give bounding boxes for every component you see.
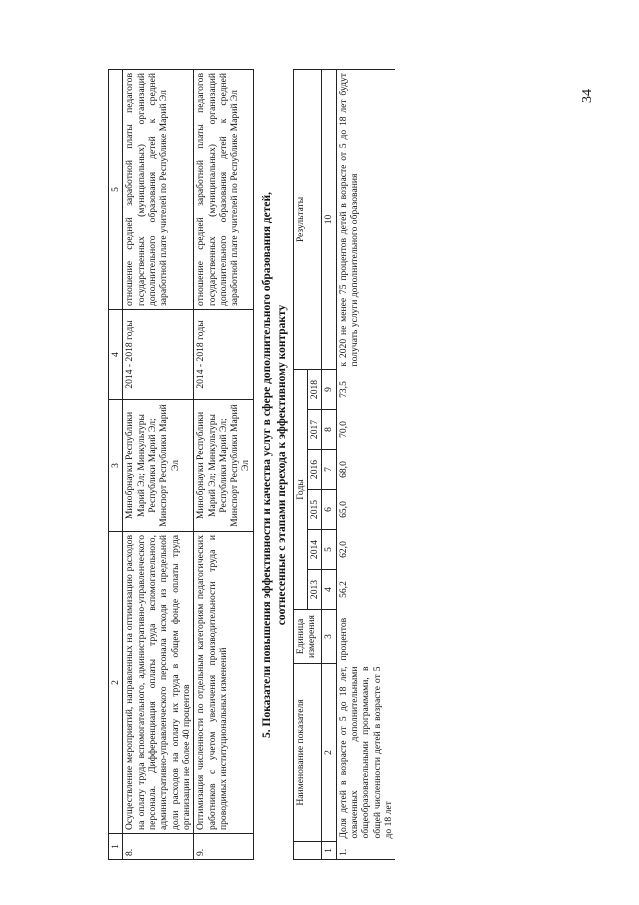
- year-cell: 2013: [307, 570, 321, 610]
- years-header: Годы: [293, 370, 307, 610]
- number-cell: 6: [322, 490, 336, 530]
- name-header: Наименование показателя: [293, 664, 322, 842]
- measures-table: [108, 69, 254, 860]
- responsible-text: Минобрнауки Республики Марий Эл; Минкультуры Республики Марий Эл; Минспорт Республики Марий Эл: [123, 400, 194, 532]
- unit-header: Единица измерения: [293, 610, 322, 664]
- section-title: [260, 70, 290, 860]
- table-row: [336, 70, 395, 860]
- page-number: 34: [580, 89, 595, 103]
- number-cell: 9: [322, 370, 336, 410]
- number-cell: 8: [322, 410, 336, 450]
- responsible-text: Минобрнауки Республики Марий Эл; Минкультуры Республики Марий Эл; Минспорт Республики Марий Эл: [194, 400, 254, 532]
- year-value: 68,0: [337, 461, 349, 478]
- measures-header-row: [109, 70, 123, 860]
- result-text: отношение средней заработной платы педагогов государственных (муниципальных) организаций дополнительного образования детей к средней заработной плате учителей по Республике Марий Эл: [194, 70, 254, 310]
- year-cell: 2017: [307, 410, 321, 450]
- rotated-content: [108, 70, 538, 860]
- header-cell: 2: [109, 532, 123, 834]
- header-cell: 1: [109, 834, 123, 860]
- row-number: 9.: [194, 834, 254, 860]
- section-title-line: соотнесенные с этапами перехода к эффективному контракту: [275, 304, 288, 626]
- year-cell: 2015: [307, 490, 321, 530]
- indicator-name: Доля детей в возрасте от 5 до 18 лет, охваченных дополнительными общеобразовательными программами, в общей численности детей в возрасте от 5 до 18 лет: [337, 666, 394, 839]
- indicators-table: [293, 69, 396, 860]
- number-cell: 4: [322, 570, 336, 610]
- year-value: 70,0: [337, 421, 349, 438]
- blank-header: [293, 842, 322, 860]
- header-cell: 5: [109, 70, 123, 310]
- number-cell: 7: [322, 450, 336, 490]
- year-value: 62,0: [337, 541, 349, 558]
- period-text: 2014 - 2018 годы: [194, 310, 254, 400]
- number-cell: 5: [322, 530, 336, 570]
- indicator-unit: процентов: [337, 617, 349, 661]
- year-value: 65,0: [337, 501, 349, 518]
- year-cell: 2018: [307, 370, 321, 410]
- number-cell: 3: [322, 610, 336, 664]
- year-value: 73,5: [337, 381, 349, 398]
- table-row: [123, 70, 194, 860]
- header-cell: 4: [109, 310, 123, 400]
- row-number: 8.: [123, 834, 194, 860]
- row-number: 1.: [336, 842, 395, 860]
- year-cell: 2016: [307, 450, 321, 490]
- measure-text: Осуществление мероприятий, направленных на оптимизацию расходов на оплату труда вспомогательного, административно-управленческого персонала. Дифференциация оплаты труда вспомогательного, административно-управленческого персонала исходя из предельной доли расходов на оплату их труда в общем фонде оплаты труда организации не более 40 процентов: [123, 532, 194, 834]
- results-header: Результаты: [293, 70, 322, 370]
- numbering-row: [322, 70, 336, 860]
- period-text: 2014 - 2018 годы: [123, 310, 194, 400]
- table-row: [194, 70, 254, 860]
- section-title-line: 5. Показатели повышения эффективности и качества услуг в сфере дополнительного образования детей,: [260, 192, 273, 738]
- number-cell: 10: [322, 70, 336, 370]
- indicators-header-row: [293, 70, 307, 860]
- header-cell: 3: [109, 400, 123, 532]
- number-cell: 1: [322, 842, 336, 860]
- year-cell: 2014: [307, 530, 321, 570]
- number-cell: 2: [322, 664, 336, 842]
- measure-text: Оптимизация численности по отдельным категориям педагогических работников с учетом увеличения производительности труда и проводимых институциональных изменений: [194, 532, 254, 834]
- indicator-result: к 2020 не менее 75 процентов детей в возрасте от 5 до 18 лет будут получать услуги дополнительного образования: [336, 70, 395, 370]
- year-value: 56,2: [337, 581, 349, 598]
- result-text: отношение средней заработной платы педагогов государственных (муниципальных) организаций дополнительного образования детей к средней заработной плате учителей по Республике Марий Эл: [123, 70, 194, 310]
